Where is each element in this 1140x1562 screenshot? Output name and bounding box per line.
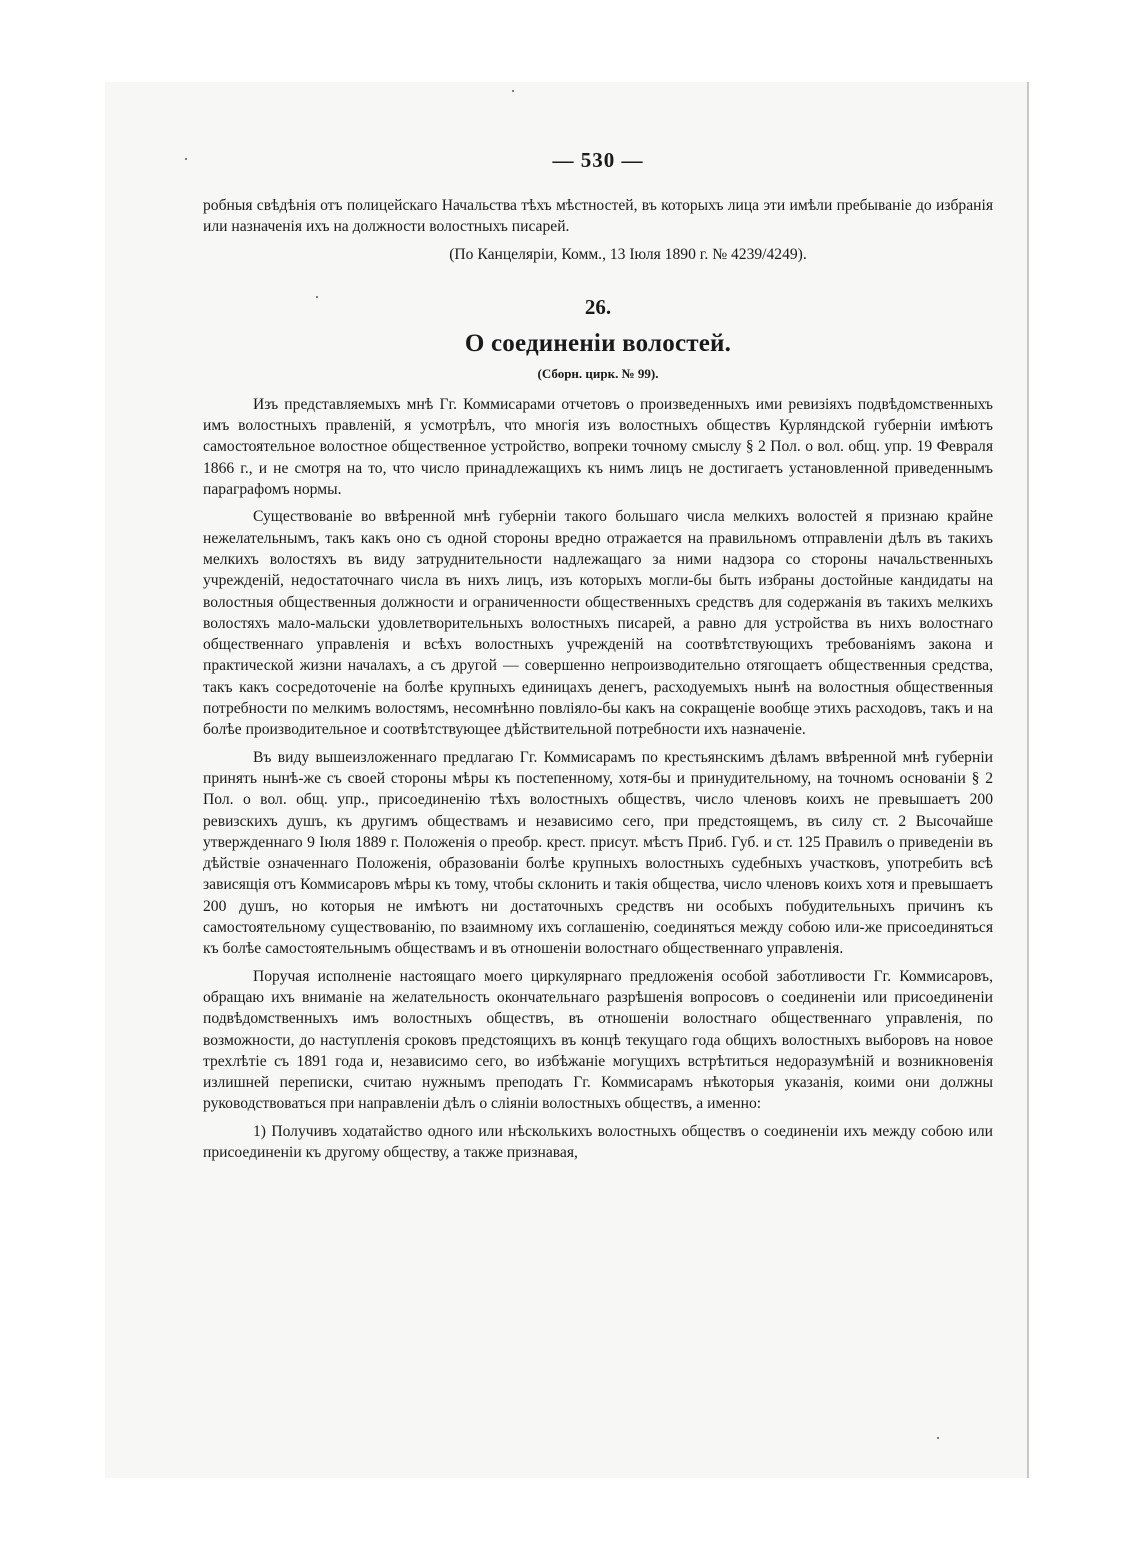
body-paragraph: Поручая исполненіе настоящаго моего циркулярнаго предложенія особой заботливости Гг. Коммисаровъ, обращаю ихъ вниманіе на желательность окончательнаго разрѣшенія вопросовъ о соединеніи или присоединеніи подвѣдомственныхъ имъ волостныхъ обществъ, въ отношеніи волостнаго общественнаго управленія, по возможности, до наступленія сроковъ предстоящихъ въ концѣ текущаго года общихъ волостныхъ выборовъ на новое трехлѣтіе съ 1891 года и, независимо сего, во избѣжаніе могущихъ встрѣтиться недоразумѣній и возникновенія излишней переписки, считаю нужнымъ преподать Гг. Коммисарамъ нѣкоторыя указанія, коими они должны руководствоваться при направленіи дѣлъ о сліяніи волостныхъ обществъ, а именно: (203, 967, 993, 1113)
page-content (203, 148, 993, 1163)
page-number: — 530 — (552, 148, 644, 172)
scan-speck (512, 90, 514, 92)
document-reference: (Сборн. цирк. № 99). (537, 365, 659, 381)
body-paragraph: Существованіе во ввѣренной мнѣ губерніи такого большаго числа мелкихъ волостей я признаю крайне нежелательнымъ, такъ какъ оно съ одной стороны вредно отражается на правильномъ отправленіи дѣлъ въ такихъ мелкихъ волостяхъ въ виду затруднительности надлежащаго за ними надзора со стороны начальственныхъ учрежденій, недостаточнаго числа въ нихъ лицъ, изъ которыхъ могли-бы быть избраны достойные кандидаты на волостныя общественныя должности и ограниченности общественныхъ средствъ для содержанія въ такихъ мелкихъ волостяхъ мало-мальски удовлетворительныхъ волостныхъ писарей, а равно для устройства въ нихъ волостнаго общественнаго управленія и всѣхъ волостныхъ учрежденій на соотвѣтствующихъ требованіямъ закона и практической жизни началахъ, а съ другой — совершенно непроизводительно отягощаетъ общественныя средства, такъ какъ сосредоточеніе на болѣе крупныхъ единицахъ денегъ, расходуемыхъ нынѣ на волостныя общественныя потребности по мелкимъ волостямъ, несомнѣнно повліяло-бы какъ на сокращеніе вообще этихъ расходовъ, такъ и на болѣе производительное и соотвѣтствующее дѣйствительной потребности ихъ назначеніе. (203, 508, 993, 739)
body-paragraph: Изъ представляемыхъ мнѣ Гг. Коммисарами отчетовъ о произведенныхъ ими ревизіяхъ подвѣдомственныхъ имъ волостныхъ правленій, я усмотрѣлъ, что многія изъ волостныхъ обществъ Курляндской губерніи имѣютъ самостоятельное волостное общественное устройство, вопреки точному смыслу § 2 Пол. о вол. общ. упр. 19 Февраля 1866 г., и не смотря на то, что число принадлежащихъ къ нимъ лицъ не достигаетъ установленной приведеннымъ параграфомъ нормы. (203, 395, 993, 499)
source-citation: (По Канцеляріи, Комм., 13 Іюля 1890 г. № 4239/4249). (449, 245, 807, 263)
scan-speck (185, 158, 187, 160)
body-paragraph: 1) Получивъ ходатайство одного или нѣсколькихъ волостныхъ обществъ о соединеніи ихъ между собою или присоединеніи къ другому обществу, а также признавая, (203, 1122, 993, 1161)
page-edge (1027, 82, 1029, 1478)
continuation-paragraph: робныя свѣдѣнія отъ полицейскаго Начальства тѣхъ мѣстностей, въ которыхъ лица эти имѣли пребываніе до избранія или назначенія ихъ на должности волостныхъ писарей. (203, 197, 993, 236)
document-title: О соединеніи волостей. (464, 329, 732, 357)
scan-speck (937, 1437, 939, 1439)
body-paragraph: Въ виду вышеизложеннаго предлагаю Гг. Коммисарамъ по крестьянскимъ дѣламъ ввѣренной мнѣ губерніи принять нынѣ-же съ своей стороны мѣры къ постепенному, хотя-бы и принудительному, на точномъ основаніи § 2 Пол. о вол. общ. упр., присоединенію тѣхъ волостныхъ обществъ, число членовъ коихъ не превышаетъ 200 ревизскихъ душъ, къ другимъ обществамъ и независимо сего, при предстоящемъ, въ силу ст. 2 Высочайше утвержденнаго 9 Іюля 1889 г. Положенія о преобр. крест. присут. мѣстъ Приб. Губ. и ст. 125 Правилъ о приведеніи въ дѣйствіе означеннаго Положенія, образованіи болѣе крупныхъ волостныхъ судебныхъ участковъ, употребить всѣ зависящія отъ Коммисаровъ мѣры къ тому, чтобы склонить и такія общества, число членовъ коихъ хотя и превышаетъ 200 душъ, но которыя не имѣютъ ни достаточныхъ средствъ ни особыхъ побудительныхъ причинъ къ самостоятельному существованію, по взаимному ихъ соглашенію, соединяться между собою или-же присоединяться къ болѣе самостоятельнымъ обществамъ и въ отношеніи волостнаго общественнаго управленія. (203, 748, 993, 958)
document-number: 26. (584, 294, 612, 319)
